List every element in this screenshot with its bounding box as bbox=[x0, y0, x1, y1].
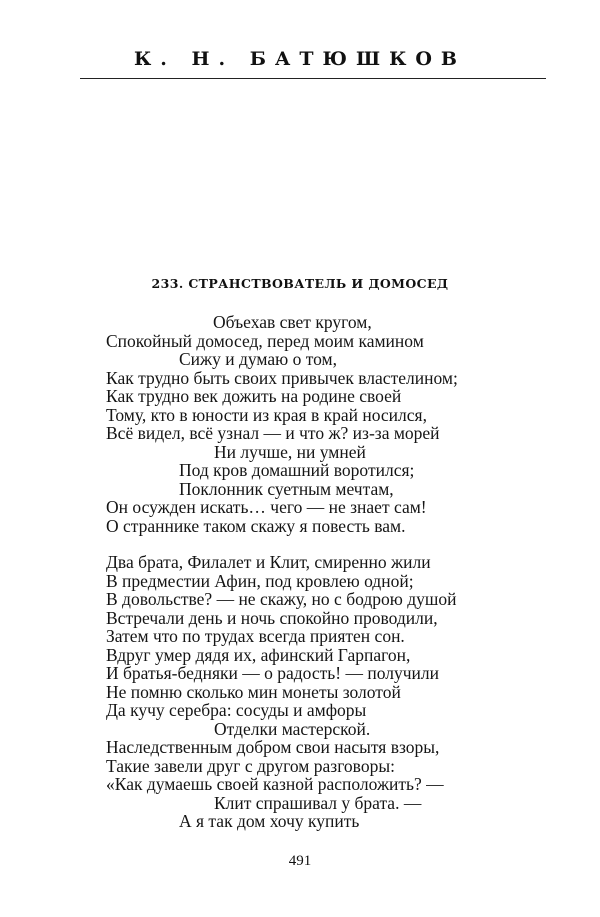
poem-line: Он осужден искать… чего — не знает сам! bbox=[106, 497, 427, 517]
poem-line: Сижу и думаю о том, bbox=[179, 349, 337, 369]
poem-line: Как трудно век дожить на родине своей bbox=[106, 386, 402, 406]
poem-line: Под кров домашний воротился; bbox=[179, 460, 415, 480]
poem-line: Да кучу серебра: сосуды и амфоры bbox=[106, 700, 367, 720]
poem-line: «Как думаешь своей казной расположить? — bbox=[106, 774, 444, 794]
poem-line: Затем что по трудах всегда приятен сон. bbox=[106, 626, 405, 646]
header-rule bbox=[80, 78, 546, 79]
poem-title: 233. СТРАНСТВОВАТЕЛЬ И ДОМОСЕД bbox=[151, 276, 449, 291]
stanza-break bbox=[106, 535, 546, 553]
poem-line: Встречали день и ночь спокойно проводили, bbox=[106, 607, 438, 628]
poem-line: Наследственным добром свои насытя взоры, bbox=[106, 737, 440, 757]
poem-line: Ни лучше, ни умней bbox=[214, 441, 366, 462]
poem-line: А я так дом хочу купить bbox=[179, 811, 360, 831]
poem-line: Не помню сколько мин монеты золотой bbox=[106, 681, 401, 702]
poem-line: Поклонник суетным мечтам, bbox=[179, 478, 394, 499]
poem-line: Такие завели друг с другом разговоры: bbox=[106, 755, 395, 776]
poem-line: В довольстве? — не скажу, но с бодрою душой bbox=[106, 589, 457, 609]
poem-line: Тому, кто в юности из края в край носился, bbox=[106, 404, 427, 425]
stanza-1 bbox=[106, 313, 546, 535]
page-number: 491 bbox=[288, 853, 312, 869]
poem-line: О страннике таком скажу я повесть вам. bbox=[106, 515, 406, 536]
poem-line: Объехав свет кругом, bbox=[213, 312, 372, 332]
poem-line: Вдруг умер дядя их, афинский Гарпагон, bbox=[106, 644, 411, 665]
poem-line: В предместии Афин, под кровлею одной; bbox=[106, 570, 414, 591]
stanza-2 bbox=[106, 553, 546, 831]
running-head-author: К. Н. БАТЮШКОВ bbox=[134, 48, 466, 70]
poem-line: Два брата, Филалет и Клит, смиренно жили bbox=[106, 552, 431, 572]
poem-text bbox=[106, 313, 546, 831]
poem-line: Отделки мастерской. bbox=[214, 718, 371, 739]
poem-line: Спокойный домосед, перед моим камином bbox=[106, 330, 424, 351]
poem-line: Клит спрашивал у брата. — bbox=[214, 792, 422, 813]
poem-line: И братья-бедняки — о радость! — получили bbox=[106, 663, 439, 683]
poem-line: Всё видел, всё узнал — и что ж? из-за морей bbox=[106, 423, 440, 443]
poem-line: Как трудно быть своих привычек властелином; bbox=[106, 367, 458, 388]
